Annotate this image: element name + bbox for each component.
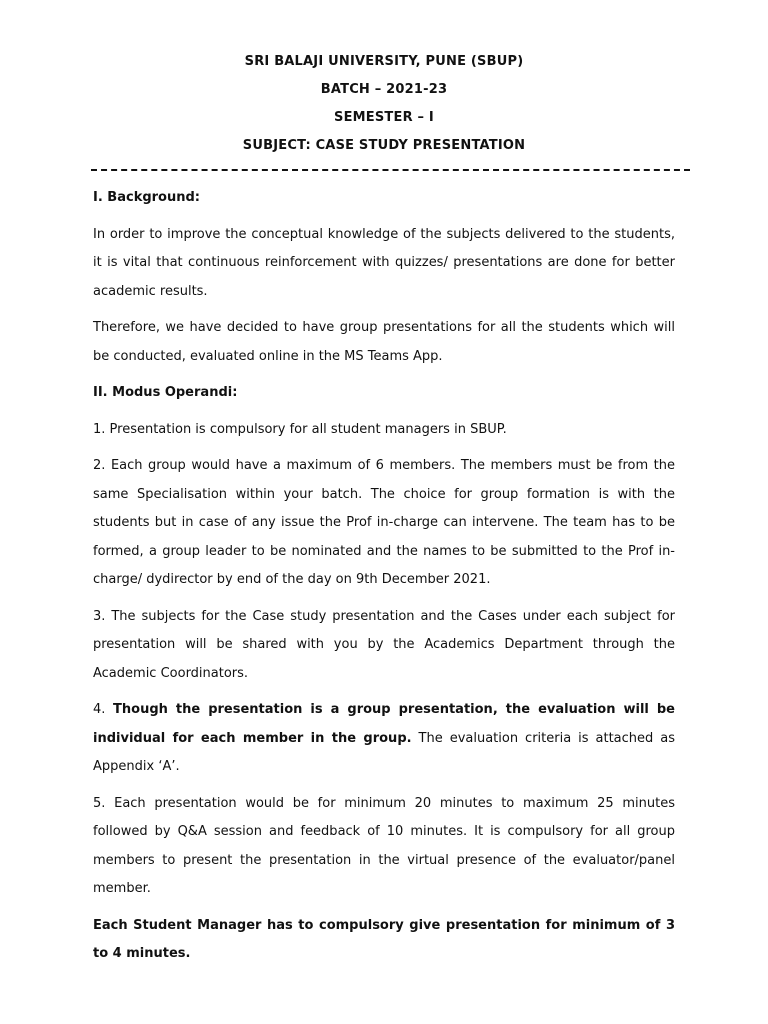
item-5: 5. Each presentation would be for minimum 20 minutes to maximum 25 minutes followed by Q&A session and feedback of 10 minutes. It is compulsory for all group members to present the presentation in the virtual presence of the evaluator/panel member. [93, 795, 675, 896]
document-header [0, 48, 768, 160]
document-body [93, 184, 675, 977]
item-4-bold-text: Though the presentation is a group presentation, the evaluation will be individual for each member in the group. [93, 702, 675, 746]
item-3: 3. The subjects for the Case study presentation and the Cases under each subject for presentation will be shared with you by the Academics Department through the Academic Coordinators. [93, 608, 675, 681]
dashed-divider [91, 169, 690, 171]
semester-line: SEMESTER – I [334, 110, 434, 125]
item-4 [93, 696, 675, 782]
background-paragraph-2: Therefore, we have decided to have group presentations for all the students which will be conducted, evaluated online in the MS Teams App. [93, 320, 675, 364]
background-paragraph-1: In order to improve the conceptual knowledge of the subjects delivered to the students, it is vital that continuous reinforcement with quizzes/ presentations are done for better academic results. [93, 226, 675, 299]
subject-line: SUBJECT: CASE STUDY PRESENTATION [242, 138, 526, 153]
item-4-rest-text: The evaluation criteria is attached as Appendix ‘A’. [93, 730, 675, 774]
item-1: 1. Presentation is compulsory for all student managers in SBUP. [93, 421, 507, 437]
item-4-number: 4. [93, 702, 106, 717]
closing-note: Each Student Manager has to compulsory give presentation for minimum of 3 to 4 minutes. [93, 917, 675, 961]
batch-line: BATCH – 2021-23 [320, 82, 448, 97]
background-heading: I. Background: [93, 190, 200, 205]
item-2: 2. Each group would have a maximum of 6 members. The members must be from the same Specialisation within your batch. The choice for group formation is with the students but in case of any issue the Prof in-charge can intervene. The team has to be formed, a group leader to be nominated and the names to be submitted to the Prof in-charge/ dydirector by end of the day on 9th December 2021. [93, 458, 675, 587]
university-title: SRI BALAJI UNIVERSITY, PUNE (SBUP) [244, 54, 524, 69]
modus-operandi-heading: II. Modus Operandi: [93, 385, 238, 400]
